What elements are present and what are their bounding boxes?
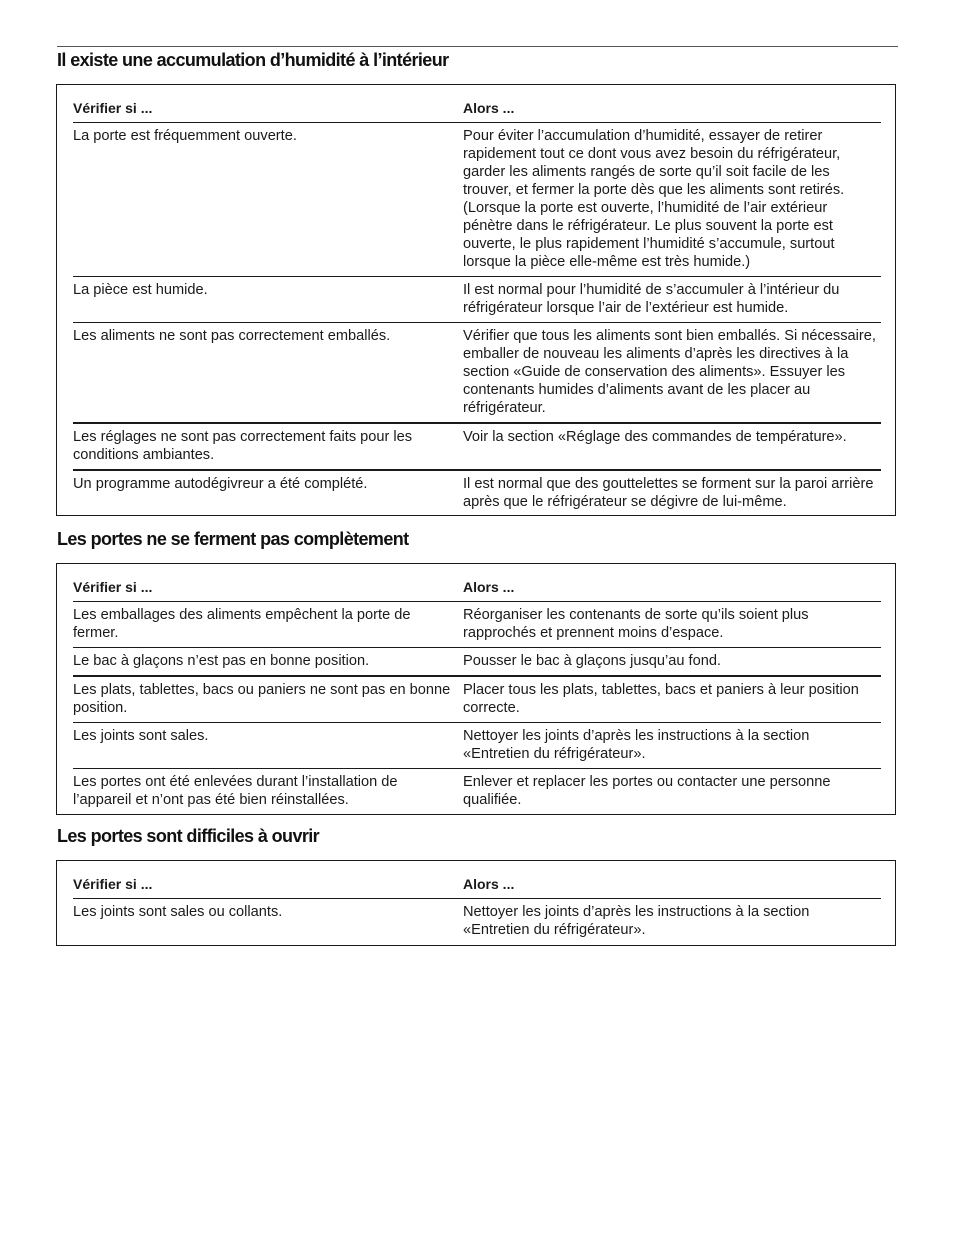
table-row bbox=[73, 723, 881, 769]
table-row bbox=[73, 648, 881, 677]
cause-cell: Un programme autodégivreur a été complété. bbox=[73, 476, 368, 492]
column-header-then: Alors ... bbox=[463, 578, 881, 602]
table-row bbox=[73, 899, 881, 950]
table-row bbox=[73, 323, 881, 424]
cause-cell: Les portes ont été enlevées durant l’installation de l’appareil et n’ont pas été bien réinstallées. bbox=[73, 774, 398, 808]
top-divider bbox=[57, 46, 898, 47]
solution-cell: Placer tous les plats, tablettes, bacs et paniers à leur position correcte. bbox=[463, 676, 881, 723]
cause-cell: Les aliments ne sont pas correctement emballés. bbox=[73, 323, 463, 424]
table-humidity bbox=[56, 84, 896, 516]
solution-cell: Nettoyer les joints d’après les instructions à la section «Entretien du réfrigérateur». bbox=[463, 904, 810, 938]
column-header-check: Vérifier si ... bbox=[73, 578, 463, 602]
table-row bbox=[73, 470, 881, 521]
table-row bbox=[73, 676, 881, 723]
column-header-check: Vérifier si ... bbox=[73, 875, 463, 899]
solution-cell: Il est normal que des gouttelettes se forment sur la paroi arrière après que le réfrigérateur se dégivre de lui-même. bbox=[463, 476, 874, 510]
column-header-then: Alors ... bbox=[463, 99, 881, 123]
solution-cell: Pousser le bac à glaçons jusqu’au fond. bbox=[463, 648, 881, 677]
section-title-doors-hard-to-open: Les portes sont difficiles à ouvrir bbox=[57, 826, 320, 846]
column-header-check: Vérifier si ... bbox=[73, 99, 463, 123]
cause-cell: Les plats, tablettes, bacs ou paniers ne sont pas en bonne position. bbox=[73, 676, 463, 723]
solution-cell: Réorganiser les contenants de sorte qu’ils soient plus rapprochés et prennent moins d’espace. bbox=[463, 602, 881, 648]
cause-cell: Les joints sont sales. bbox=[73, 723, 463, 769]
table-row bbox=[73, 423, 881, 470]
table-doors-not-closing bbox=[56, 563, 896, 815]
cause-cell: Le bac à glaçons n’est pas en bonne position. bbox=[73, 648, 463, 677]
solution-cell: Vérifier que tous les aliments sont bien emballés. Si nécessaire, emballer de nouveau les aliments d’après les directives à la section «Guide de conservation des aliments». Essuyer les contenants humides d’aliments avant de les placer au réfrigérateur. bbox=[463, 323, 881, 424]
table-row bbox=[73, 602, 881, 648]
column-header-then: Alors ... bbox=[463, 875, 881, 899]
cause-cell: La pièce est humide. bbox=[73, 277, 463, 323]
cause-cell: Les réglages ne sont pas correctement faits pour les conditions ambiantes. bbox=[73, 423, 463, 470]
solution-cell: Pour éviter l’accumulation d’humidité, essayer de retirer rapidement tout ce dont vous avez besoin du réfrigérateur, garder les aliments rangés de sorte qu’il soit facile de les trouver, et fermer la porte dès que les aliments sont retirés. (Lorsque la porte est ouverte, l’humidité de l’air extérieur pénètre dans le réfrigérateur. Le plus souvent la porte est ouverte, le plus rapidement l’humidité s’accumule, surtout lorsque la pièce elle-même est très humide.) bbox=[463, 123, 881, 277]
table-row bbox=[73, 123, 881, 277]
section-title-doors-not-closing: Les portes ne se ferment pas complètement bbox=[57, 529, 409, 549]
table-row bbox=[73, 769, 881, 820]
solution-cell: Voir la section «Réglage des commandes de température». bbox=[463, 423, 881, 470]
cause-cell: Les emballages des aliments empêchent la porte de fermer. bbox=[73, 602, 463, 648]
section-title-humidity: Il existe une accumulation d’humidité à l’intérieur bbox=[57, 50, 449, 70]
solution-cell: Il est normal pour l’humidité de s’accumuler à l’intérieur du réfrigérateur lorsque l’air de l’extérieur est humide. bbox=[463, 277, 881, 323]
cause-cell: La porte est fréquemment ouverte. bbox=[73, 123, 463, 277]
table-row bbox=[73, 277, 881, 323]
solution-cell: Nettoyer les joints d’après les instructions à la section «Entretien du réfrigérateur». bbox=[463, 723, 881, 769]
cause-cell: Les joints sont sales ou collants. bbox=[73, 904, 283, 920]
table-doors-hard-to-open bbox=[56, 860, 896, 946]
solution-cell: Enlever et replacer les portes ou contacter une personne qualifiée. bbox=[463, 774, 831, 808]
